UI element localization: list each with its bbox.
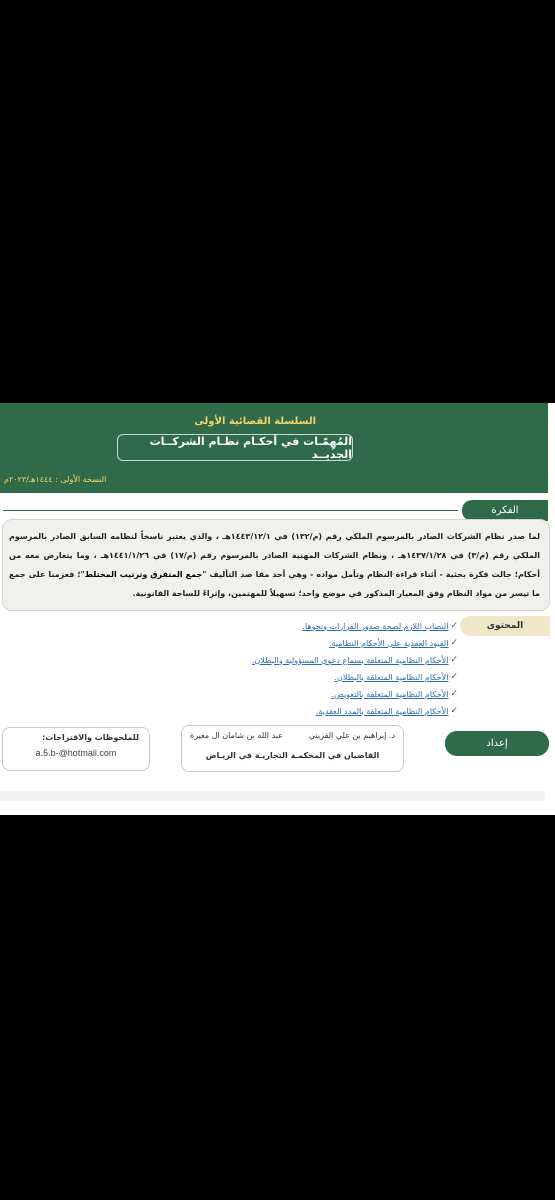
idea-text bbox=[9, 527, 540, 603]
authors-box bbox=[181, 725, 404, 772]
contents-link[interactable]: الأحكام النظامية المتعلقة بالتعويض. bbox=[331, 689, 449, 699]
list-item[interactable] bbox=[158, 669, 458, 685]
header-band bbox=[0, 403, 548, 493]
version-label: النسخة الأولى : ١٤٤٤هـ/٢٠٢٣م bbox=[4, 475, 107, 484]
check-icon: ✓ bbox=[450, 655, 458, 665]
contents-list bbox=[158, 618, 458, 720]
idea-tab: الفكرة bbox=[462, 500, 548, 521]
contents-link[interactable]: النصاب اللازم لصحة صدور القرارات ونحوها. bbox=[302, 621, 449, 631]
idea-highlight: جمع المتفرق وترتيب المختلط bbox=[84, 570, 203, 579]
affiliation: القاضيان في المحكمـة التجاريـة في الريـاض bbox=[205, 751, 380, 760]
list-item[interactable] bbox=[158, 618, 458, 634]
contents-link[interactable]: القيود العقدية على الأحكام النظامية. bbox=[328, 638, 449, 648]
idea-box bbox=[2, 519, 550, 611]
main-title: المُهِمّـات في أحكـام نظـام الشركــات الجديــد bbox=[149, 434, 352, 461]
list-item[interactable] bbox=[158, 652, 458, 668]
preparation-tab: إعداد bbox=[445, 731, 549, 756]
document-page bbox=[0, 403, 555, 815]
check-icon: ✓ bbox=[450, 621, 458, 631]
check-icon: ✓ bbox=[450, 638, 458, 648]
idea-text-part2: "؛ فعزمنا على جمع ما تيسر من مواد النظام وفق المعيار المذكور في موضع واحد؛ تسهيلاً للمهتمين، وإثراءً للساحة القانونية. bbox=[9, 570, 540, 598]
main-title-box bbox=[117, 434, 353, 461]
authors-names bbox=[190, 731, 395, 740]
contact-label: للملحوظات والاقتراحات: bbox=[42, 733, 139, 742]
list-item[interactable] bbox=[158, 686, 458, 702]
contents-link[interactable]: الأحكام النظامية المتعلقة بسماع دعوى المسؤولية والبطلان. bbox=[251, 655, 449, 665]
contents-tab: المحتوى bbox=[460, 616, 550, 636]
contact-box bbox=[2, 727, 150, 771]
footer-strip bbox=[0, 791, 545, 801]
contents-link[interactable]: الأحكام النظامية المتعلقة بالمدد العقدية. bbox=[315, 706, 449, 716]
check-icon: ✓ bbox=[450, 689, 458, 699]
contact-email[interactable]: a.5.b-@hotmail.com bbox=[35, 748, 117, 758]
author-name: عبد الله بن شامان ال مغيرة bbox=[190, 731, 283, 740]
author-name: د. إبراهيم بن علي القريني bbox=[308, 731, 395, 740]
idea-text-part1: لما صدر نظام الشركات الصادر بالمرسوم الملكي رقم (م/١٣٢) في ١٤٤٣/١٢/١هـ ، والذي يعتبر ناسخاً لنظامه السابق الصادر بالمرسوم الملكي رقم (م/٣) في ١٤٣٧/١/٢٨هـ ، ونظام الشركات المهنية الصادر بالمرسوم رقم (م/١٧) في ١٤٤١/١/٢٦هـ ، وما يتعارض معه من أحكام؛ جالت فكرة بحثية - أثناء قراءة النظام وتأمل مواده - وهي أحد مقا صد التأليف " bbox=[9, 532, 541, 579]
contents-link[interactable]: الأحكام النظامية المتعلقة بالبطلان. bbox=[334, 672, 449, 682]
check-icon: ✓ bbox=[450, 706, 458, 716]
list-item[interactable] bbox=[158, 635, 458, 651]
divider bbox=[3, 510, 458, 511]
series-title: السلسلة القضائية الأولى bbox=[194, 416, 316, 427]
list-item[interactable] bbox=[158, 703, 458, 719]
check-icon: ✓ bbox=[450, 672, 458, 682]
